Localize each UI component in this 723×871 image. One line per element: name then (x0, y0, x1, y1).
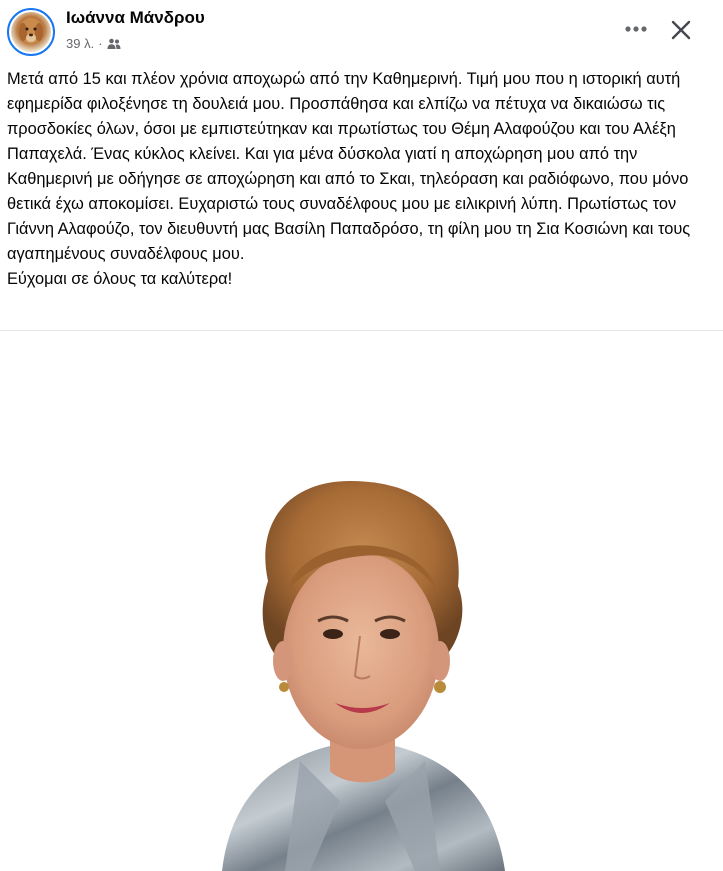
avatar[interactable] (7, 8, 55, 56)
post-text: Μετά από 15 και πλέον χρόνια αποχωρώ από την Καθημερινή. Τιμή μου που η ιστορική αυτή εφημερίδα φιλοξένησε τη δουλειά μου. Προσπάθησα και ελπίζω να πέτυχα να δικαιώσω τις προσδοκίες όλων, όσοι με εμπιστεύτηκαν και πρωτίστως του Θέμη Αλαφούζου και του Αλέξη Παπαχελά. Ένας κύκλος κλείνει. Και για μένα δύσκολα γιατί η αποχώρηση μου από την Καθημερινή με οδήγησε σε αποχώρηση και από το Σκαι, τηλεόραση και ραδιόφωνο, που μόνο θετικά έχω αποκομίσει. Ευχαριστώ τους συναδέλφους μου με ειλικρινή λύπη. Πρωτίστως τον Γιάννη Αλαφούζο, τον διευθυντή μας Βασίλη Παπαδρόσο, τη φίλη μου τη Σια Κοσιώνη και τους αγαπημένους συναδέλφους μου. Εύχομαι σε όλους τα καλύτερα! (7, 70, 691, 288)
author-name[interactable]: Ιωάννα Μάνδρου (66, 8, 205, 27)
post-meta (66, 36, 121, 51)
post-header (0, 0, 723, 62)
portrait-illustration (222, 481, 505, 871)
timestamp[interactable]: 39 λ. (66, 36, 95, 51)
close-button[interactable] (663, 12, 699, 48)
avatar-image (11, 12, 51, 52)
close-icon (670, 19, 692, 41)
meta-separator: · (98, 36, 103, 51)
post-photo[interactable] (0, 331, 723, 871)
more-options-button[interactable] (616, 14, 656, 44)
more-horizontal-icon (624, 25, 648, 33)
friends-icon[interactable] (107, 38, 121, 50)
